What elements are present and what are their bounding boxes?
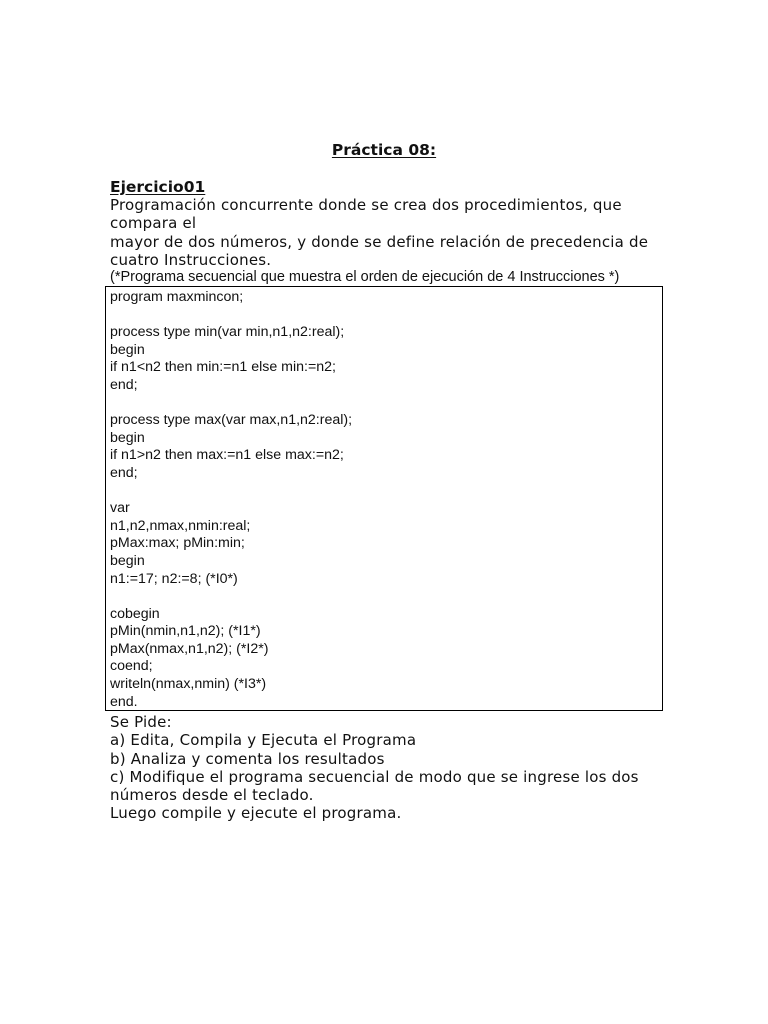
code-line: end; [110,464,138,481]
code-line: program maxmincon; [110,289,244,305]
code-box [105,286,663,711]
code-line: begin [110,341,145,358]
code-line: pMin(nmin,n1,n2); (*I1*) [110,623,261,640]
code-line: end; [110,376,138,393]
intro-line: cuatro Instrucciones. [110,250,272,269]
code-line: pMax(nmax,n1,n2); (*I2*) [110,640,269,657]
code-line [110,307,662,325]
code-line: pMax:max; pMin:min; [110,535,245,552]
code-line: begin [110,429,145,446]
code-line [110,395,662,413]
intro-line: Programación concurrente donde se crea dos procedimientos, que [110,196,622,214]
task-line: b) Analiza y comenta los resultados [110,749,385,768]
code-line: var [110,500,130,517]
code-line: begin [110,552,145,569]
task-line: Luego compile y ejecute el programa. [110,804,402,823]
code-line: cobegin [110,605,160,622]
exercise-heading: Ejercicio01 [110,178,206,196]
code-line: end. [110,693,138,710]
code-line: n1:=17; n2:=8; (*I0*) [110,570,238,587]
code-line [110,483,662,501]
code-line: if n1<n2 then min:=n1 else min:=n2; [110,359,336,376]
task-line: a) Edita, Compila y Ejecuta el Programa [110,731,417,750]
task-list [110,713,670,823]
task-line: Se Pide: [110,713,172,731]
code-line: process type min(var min,n1,n2:real); [110,324,345,341]
page-title: Práctica 08: [331,141,437,159]
task-line: números desde el teclado. [110,786,314,805]
code-line [110,588,662,606]
code-line: if n1>n2 then max:=n1 else max:=n2; [110,447,344,464]
code-line: process type max(var max,n1,n2:real); [110,412,353,429]
code-line: writeln(nmax,nmin) (*I3*) [110,676,267,693]
code-caption: (*Programa secuencial que muestra el orden de ejecución de 4 Instrucciones *) [110,269,620,285]
intro-line: compara el [110,214,197,233]
task-line: c) Modifique el programa secuencial de modo que se ingrese los dos [110,767,639,786]
intro-paragraph [110,196,670,269]
code-line: n1,n2,nmax,nmin:real; [110,517,251,534]
code-line: coend; [110,658,153,675]
intro-line: mayor de dos números, y donde se define relación de precedencia de [110,232,649,251]
